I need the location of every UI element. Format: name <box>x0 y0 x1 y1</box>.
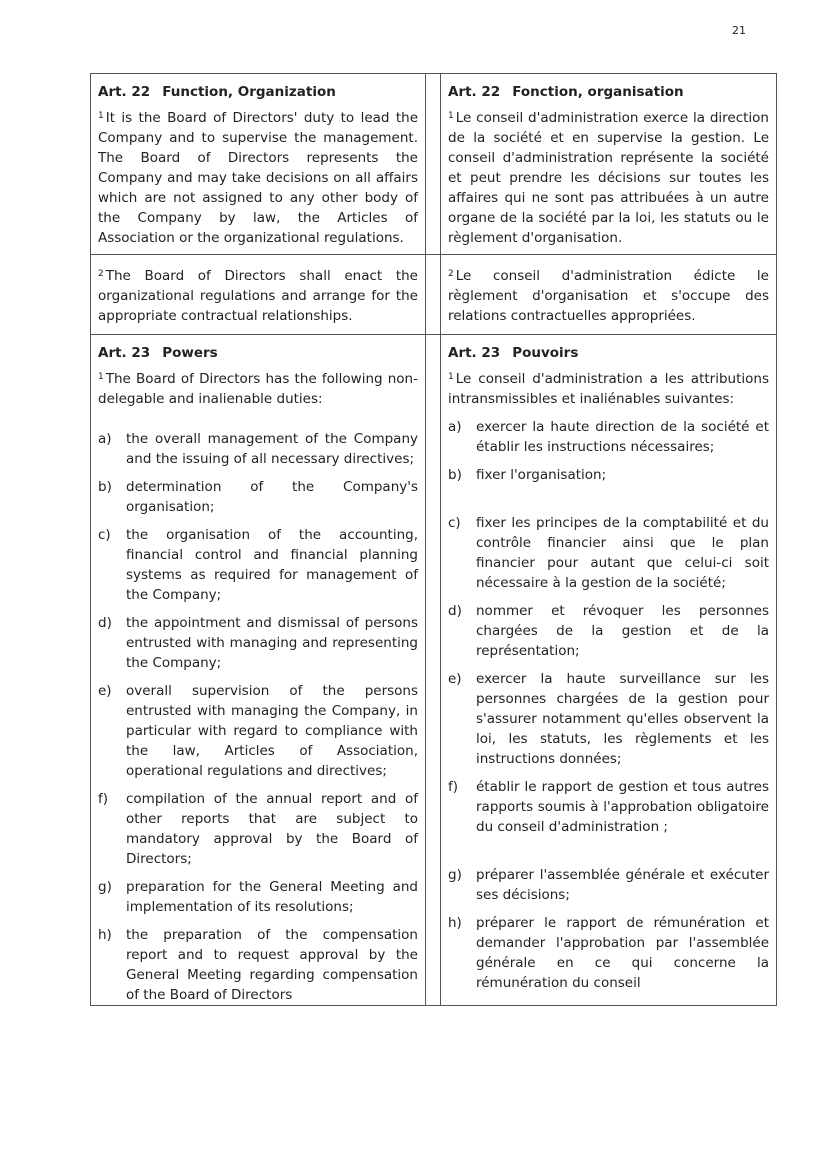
item-text: préparer le rapport de rémunération et demander l'approbation par l'assemblée générale en ce qui concerne la rémunération du conseil <box>476 915 769 991</box>
article-number: Art. 23 <box>98 345 151 361</box>
list-item <box>448 865 769 905</box>
item-letter: a) <box>448 419 462 435</box>
table-row <box>91 335 777 1006</box>
list-item <box>98 477 418 517</box>
item-letter: e) <box>448 671 462 687</box>
paragraph-number: 1 <box>448 372 454 382</box>
article-title: Powers <box>162 345 218 361</box>
page-number: 21 <box>732 24 746 37</box>
paragraph <box>448 264 769 326</box>
paragraph-number: 1 <box>98 372 104 382</box>
paragraph-text: It is the Board of Directors' duty to lead the Company and to supervise the management. The Board of Directors represents the Company and may take decisions on all affairs which are not assigned to any other body of the Company by law, the Articles of Association or the organizational regulations. <box>98 110 418 246</box>
paragraph-number: 2 <box>448 269 454 279</box>
list-item <box>448 465 769 485</box>
duties-list <box>98 429 418 1005</box>
item-letter: a) <box>98 431 112 447</box>
item-letter: b) <box>448 467 462 483</box>
item-text: the organisation of the accounting, financial control and financial planning systems as required for management of the Company; <box>126 527 418 603</box>
paragraph-number: 1 <box>98 111 104 121</box>
bilingual-articles-table <box>90 73 769 1006</box>
french-cell <box>441 74 777 255</box>
item-letter: c) <box>98 527 111 543</box>
item-letter: f) <box>448 779 459 795</box>
list-item <box>448 777 769 837</box>
list-item <box>448 913 769 993</box>
paragraph-number: 2 <box>98 269 104 279</box>
item-text: preparation for the General Meeting and implementation of its resolutions; <box>126 879 418 915</box>
item-text: the overall management of the Company and the issuing of all necessary directives; <box>126 431 418 467</box>
item-text: fixer les principes de la comptabilité et du contrôle financier ainsi que le plan financier pour autant que celui-ci soit nécessaire à la gestion de la société; <box>476 515 769 591</box>
item-letter: g) <box>448 867 462 883</box>
paragraph-text: The Board of Directors shall enact the organizational regulations and arrange for the appropriate contractual relationships. <box>98 268 418 324</box>
list-item <box>98 613 418 673</box>
item-letter: d) <box>98 615 112 631</box>
article-title: Function, Organization <box>162 84 336 100</box>
list-item <box>98 681 418 781</box>
item-letter: h) <box>448 915 462 931</box>
item-text: préparer l'assemblée générale et exécuter ses décisions; <box>476 867 769 903</box>
item-letter: b) <box>98 479 112 495</box>
item-letter: f) <box>98 791 109 807</box>
item-text: exercer la haute surveillance sur les personnes chargées de la gestion pour s'assurer notamment qu'elles observent la loi, les statuts, les règlements et les instructions données; <box>476 671 769 767</box>
item-text: nommer et révoquer les personnes chargées de la gestion et de la représentation; <box>476 603 769 659</box>
articles-table <box>90 73 777 1006</box>
english-cell <box>91 74 426 255</box>
article-heading <box>448 82 769 102</box>
column-gap <box>426 255 441 335</box>
list-item <box>98 877 418 917</box>
list-item <box>448 513 769 593</box>
item-text: établir le rapport de gestion et tous autres rapports soumis à l'approbation obligatoire du conseil d'administration ; <box>476 779 769 835</box>
item-text: determination of the Company's organisation; <box>126 479 418 515</box>
article-number: Art. 23 <box>448 345 501 361</box>
duties-list <box>448 417 769 993</box>
list-item <box>98 525 418 605</box>
list-item <box>98 925 418 1005</box>
english-cell <box>91 335 426 1006</box>
item-letter: g) <box>98 879 112 895</box>
item-letter: d) <box>448 603 462 619</box>
item-text: the preparation of the compensation report and to request approval by the General Meeting regarding compensation of the Board of Directors <box>126 927 418 1003</box>
list-item <box>448 601 769 661</box>
list-item <box>448 417 769 457</box>
paragraph-number: 1 <box>448 111 454 121</box>
item-letter: e) <box>98 683 112 699</box>
item-text: the appointment and dismissal of persons entrusted with managing and representing the Company; <box>126 615 418 671</box>
paragraph <box>98 106 418 248</box>
paragraph <box>448 367 769 409</box>
article-heading <box>448 343 769 363</box>
list-item <box>448 669 769 769</box>
paragraph <box>98 367 418 409</box>
article-number: Art. 22 <box>98 84 151 100</box>
item-text: compilation of the annual report and of other reports that are subject to mandatory approval by the Board of Directors; <box>126 791 418 867</box>
paragraph <box>98 264 418 326</box>
article-heading <box>98 82 418 102</box>
item-text: fixer l'organisation; <box>476 467 607 483</box>
item-text: overall supervision of the persons entrusted with managing the Company, in particular with regard to compliance with the law, Articles of Association, operational regulations and directives; <box>126 683 418 779</box>
paragraph-text: Le conseil d'administration édicte le règlement d'organisation et s'occupe des relations contractuelles appropriées. <box>448 268 769 324</box>
table-row <box>91 255 777 335</box>
paragraph-text: Le conseil d'administration exerce la direction de la société et en supervise la gestion. Le conseil d'administration représente la société et peut prendre les décisions sur toutes les affaires qui ne sont pas attribuées à un autre organe de la société par la loi, les statuts ou le règlement d'organisation. <box>448 110 769 246</box>
item-letter: c) <box>448 515 461 531</box>
article-title: Pouvoirs <box>512 345 579 361</box>
column-gap <box>426 335 441 1006</box>
paragraph <box>448 106 769 248</box>
table-row <box>91 74 777 255</box>
french-cell <box>441 335 777 1006</box>
list-item <box>98 429 418 469</box>
french-cell <box>441 255 777 335</box>
paragraph-text: Le conseil d'administration a les attributions intransmissibles et inaliénables suivantes: <box>448 371 769 407</box>
article-number: Art. 22 <box>448 84 501 100</box>
article-heading <box>98 343 418 363</box>
item-letter: h) <box>98 927 112 943</box>
list-item <box>98 789 418 869</box>
paragraph-text: The Board of Directors has the following non-delegable and inalienable duties: <box>98 371 418 407</box>
column-gap <box>426 74 441 255</box>
article-title: Fonction, organisation <box>512 84 684 100</box>
english-cell <box>91 255 426 335</box>
item-text: exercer la haute direction de la société et établir les instructions nécessaires; <box>476 419 769 455</box>
